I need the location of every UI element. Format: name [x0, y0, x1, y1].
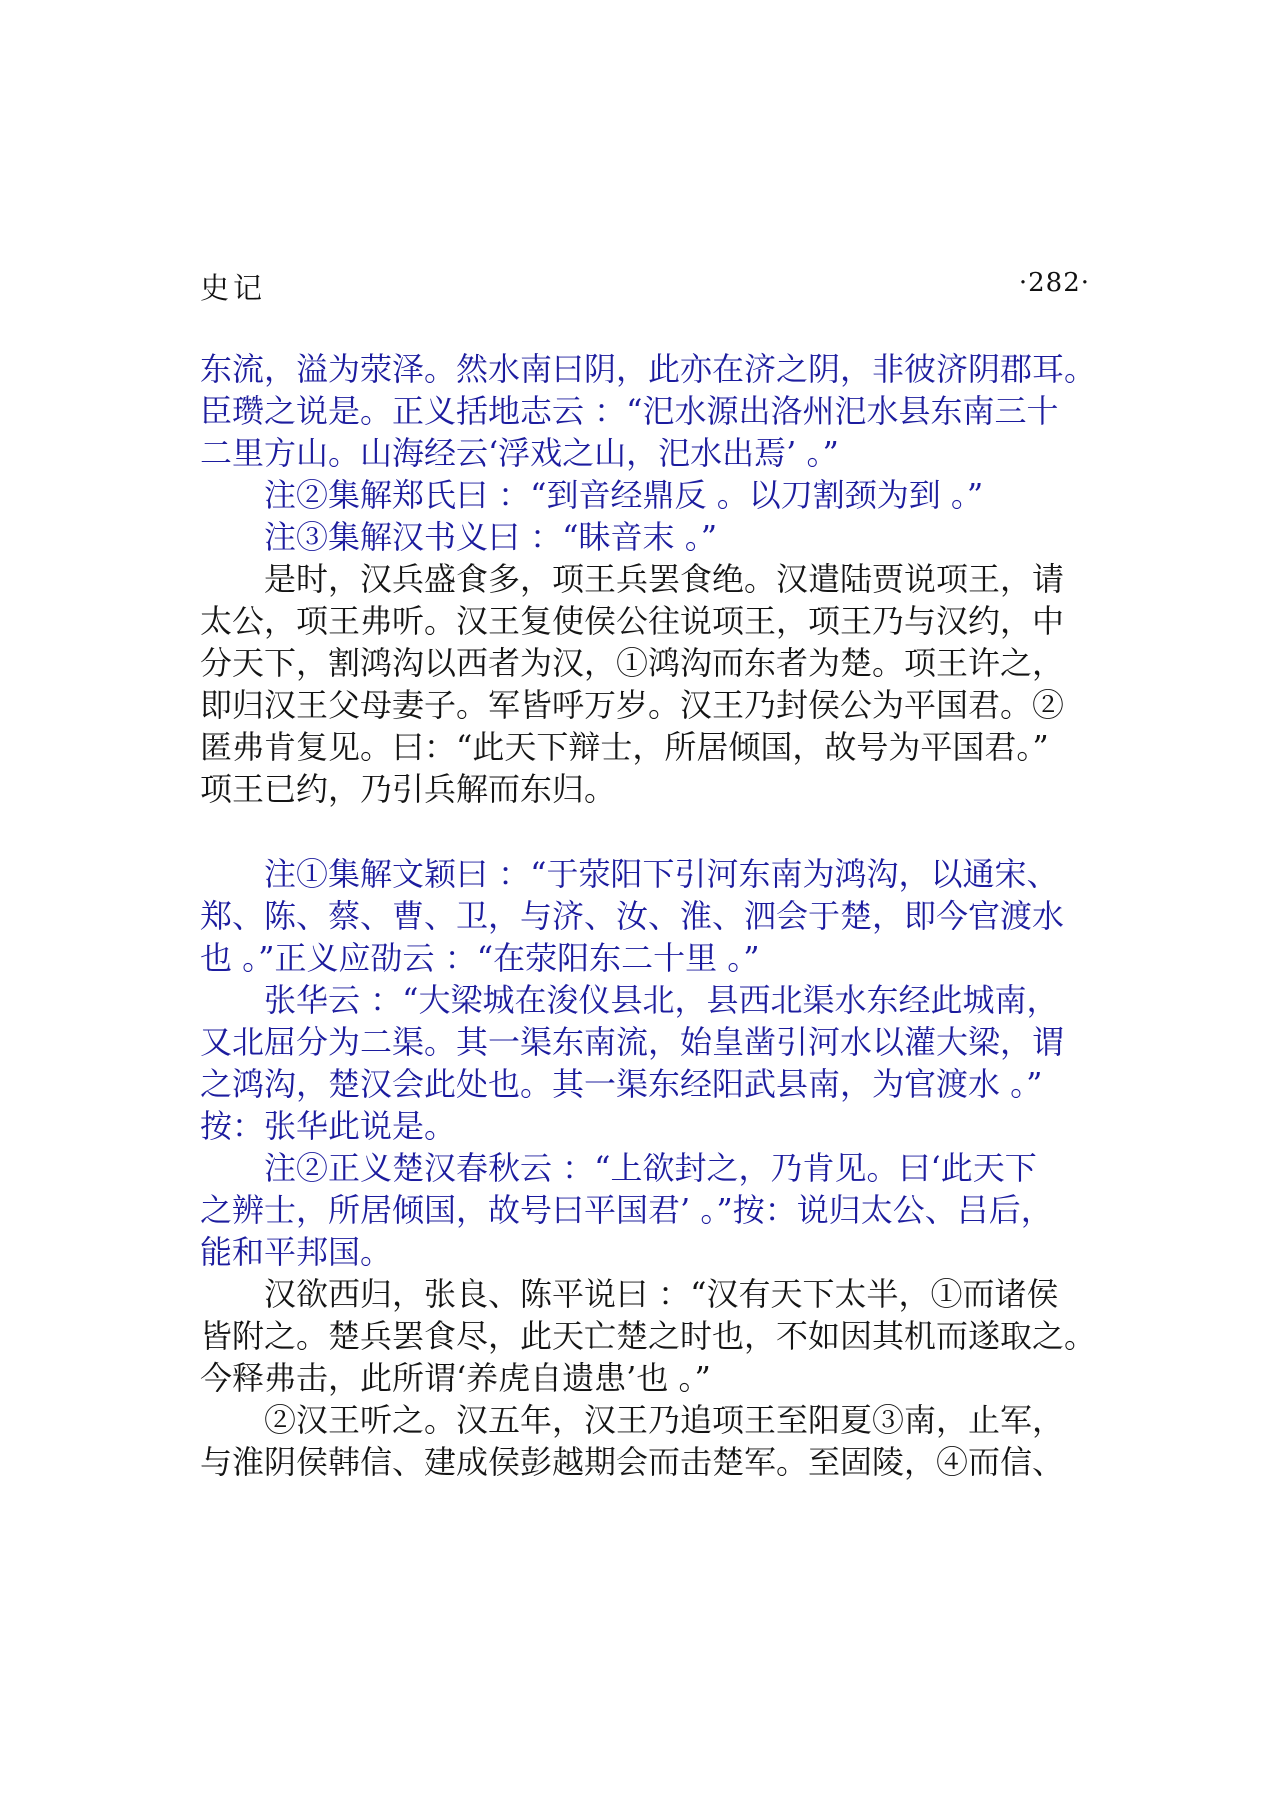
text-line: 东流，溢为荥泽。然水南曰阴，此亦在济之阴，非彼济阴郡耳。: [200, 350, 1097, 388]
text-line: 与淮阴侯韩信、建成侯彭越期会而击楚军。至固陵，④而信、: [200, 1443, 1065, 1481]
text-line: 匿弗肯复见。曰：“此天下辩士，所居倾国，故号为平国君。”: [200, 728, 1049, 766]
text-line: 汉欲西归，张良、陈平说曰 ：“汉有天下太半，①而诸侯: [264, 1275, 1059, 1313]
main-text-paragraph: [200, 558, 1100, 810]
annotation-paragraph: [200, 853, 1100, 979]
annotation-paragraph: [200, 516, 1100, 558]
text-line: 注②正义楚汉春秋云 ：“上欲封之，乃肯见。曰‘此天下: [264, 1149, 1037, 1187]
text-line: 注②集解郑氏曰 ：“到音经鼎反 。以刀割颈为到 。”: [264, 476, 984, 514]
text-line: 张华云 ：“大梁城在浚仪县北，县西北渠水东经此城南，: [264, 981, 1059, 1019]
text-line: 之辨士，所居倾国，故号曰平国君’ 。”按：说归太公、吕后，: [200, 1191, 1053, 1229]
text-line: 是时，汉兵盛食多，项王兵罢食绝。汉遣陆贾说项王，请: [264, 560, 1065, 598]
text-line: 又北屈分为二渠。其一渠东南流，始皇凿引河水以灌大梁，谓: [200, 1023, 1065, 1061]
annotation-paragraph: [200, 474, 1100, 516]
main-text-paragraph: [200, 1273, 1100, 1399]
text-line: 按：张华此说是。: [200, 1107, 457, 1145]
text-line: ②汉王听之。汉五年，汉王乃追项王至阳夏③南，止军，: [264, 1401, 1065, 1439]
text-line: 也 。”正义应劭云 ：“在荥阳东二十里 。”: [200, 939, 760, 977]
text-line: 皆附之。楚兵罢食尽，此天亡楚之时也，不如因其机而遂取之。: [200, 1317, 1097, 1355]
text-line: 即归汉王父母妻子。军皆呼万岁。汉王乃封侯公为平国君。②: [200, 686, 1065, 724]
annotation-paragraph: [200, 348, 1100, 474]
text-line: 郑、陈、蔡、曹、卫，与济、汝、淮、泗会于楚，即今官渡水: [200, 897, 1065, 935]
text-line: 太公，项王弗听。汉王复使侯公往说项王，项王乃与汉约，中: [200, 602, 1065, 640]
annotation-paragraph: [200, 1147, 1100, 1273]
text-line: 之鸿沟，楚汉会此处也。其一渠东经阳武县南，为官渡水 。”: [200, 1065, 1043, 1103]
book-title: 史记: [200, 271, 267, 305]
text-line: 注③集解汉书义曰 ：“眛音末 。”: [264, 518, 718, 556]
paragraph-gap: [200, 810, 1100, 853]
main-text-paragraph: [200, 1399, 1100, 1483]
text-line: 今释弗击，此所谓‘养虎自遗患’也 。”: [200, 1359, 711, 1397]
text-line: 二里方山。山海经云‘浮戏之山，汜水出焉’ 。”: [200, 434, 839, 472]
page-body: [200, 348, 1100, 1483]
text-line: 臣瓒之说是。正义括地志云 ：“汜水源出洛州汜水县东南三十: [200, 392, 1059, 430]
text-line: 项王已约，乃引兵解而东归。: [200, 770, 617, 808]
page-header: [200, 266, 1090, 306]
annotation-paragraph: [200, 979, 1100, 1147]
page-number: ·282·: [1018, 268, 1090, 298]
text-line: 分天下，割鸿沟以西者为汉，①鸿沟而东者为楚。项王许之，: [200, 644, 1065, 682]
text-line: 注①集解文颖曰 ：“于荥阳下引河东南为鸿沟，以通宋、: [264, 855, 1059, 893]
text-line: 能和平邦国。: [200, 1233, 393, 1271]
